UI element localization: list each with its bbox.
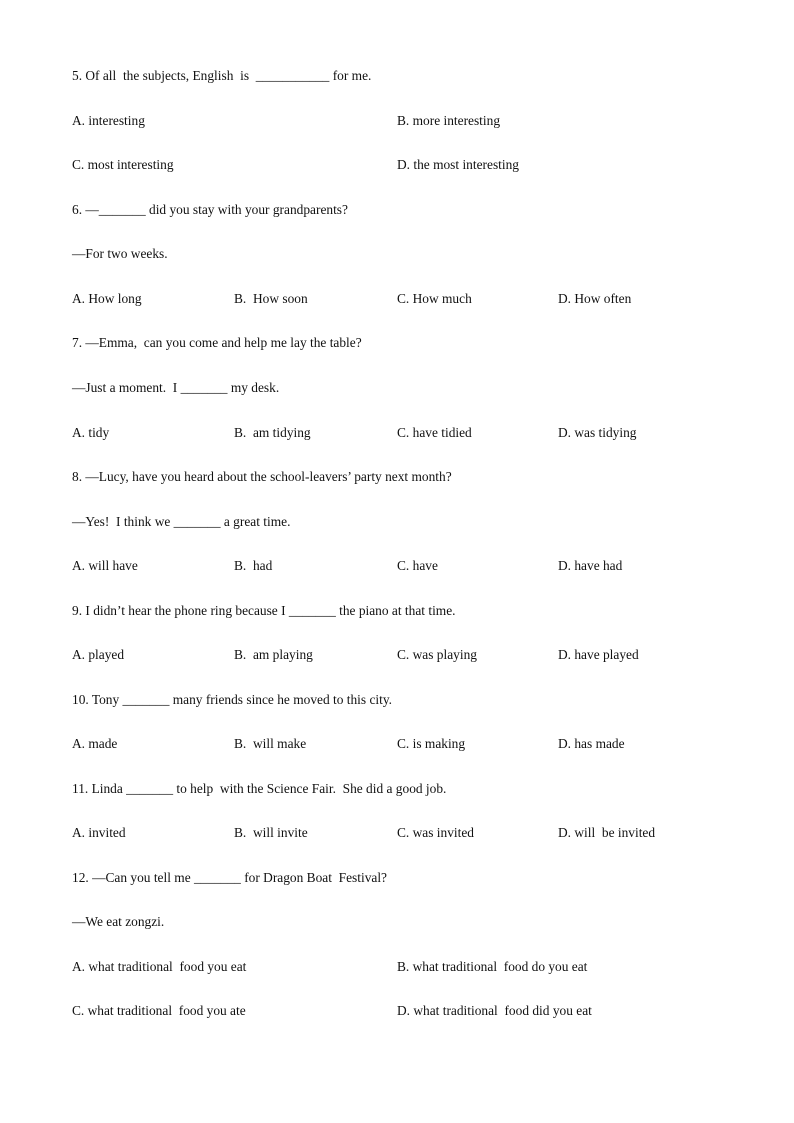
question-12-option-d: D. what traditional food did you eat (397, 1003, 592, 1018)
question-12-option-c: C. what traditional food you ate (72, 1003, 246, 1018)
question-5-option-a: A. interesting (72, 113, 145, 128)
question-12-option-b: B. what traditional food do you eat (397, 959, 588, 974)
question-6-option-d: D. How often (558, 291, 632, 306)
question-6-option-c: C. How much (397, 291, 472, 306)
question-10-option-a: A. made (72, 736, 118, 751)
question-8-option-d: D. have had (558, 558, 623, 573)
question-9-option-a: A. played (72, 647, 125, 662)
question-6-option-b: B. How soon (234, 291, 308, 306)
question-7-reply: —Just a moment. I _______ my desk. (72, 380, 280, 395)
question-10-option-c: C. is making (397, 736, 466, 751)
question-11-option-c: C. was invited (397, 825, 474, 840)
question-8-option-b: B. had (234, 558, 273, 573)
question-7-option-a: A. tidy (72, 425, 110, 440)
question-7-stem: 7. —Emma, can you come and help me lay the table? (72, 335, 362, 350)
question-8-stem: 8. —Lucy, have you heard about the school-leavers’ party next month? (72, 469, 452, 484)
question-12-reply: —We eat zongzi. (72, 914, 165, 929)
question-5-stem: 5. Of all the subjects, English is ___________ for me. (72, 68, 372, 83)
question-7-option-c: C. have tidied (397, 425, 472, 440)
question-9-stem: 9. I didn’t hear the phone ring because I _______ the piano at that time. (72, 603, 456, 618)
question-9-option-d: D. have played (558, 647, 639, 662)
question-12-option-a: A. what traditional food you eat (72, 959, 247, 974)
question-10-option-b: B. will make (234, 736, 307, 751)
question-6-stem: 6. —_______ did you stay with your grandparents? (72, 202, 348, 217)
question-10-stem: 10. Tony _______ many friends since he moved to this city. (72, 692, 393, 707)
question-7-option-d: D. was tidying (558, 425, 637, 440)
question-7-option-b: B. am tidying (234, 425, 311, 440)
question-11-option-d: D. will be invited (558, 825, 656, 840)
question-5-option-b: B. more interesting (397, 113, 501, 128)
question-9-option-c: C. was playing (397, 647, 477, 662)
question-6-reply: —For two weeks. (72, 246, 168, 261)
question-5-option-d: D. the most interesting (397, 157, 519, 172)
question-12-stem: 12. —Can you tell me _______ for Dragon Boat Festival? (72, 870, 388, 885)
question-11-option-b: B. will invite (234, 825, 308, 840)
question-8-reply: —Yes! I think we _______ a great time. (72, 514, 291, 529)
question-9-option-b: B. am playing (234, 647, 313, 662)
question-11-stem: 11. Linda _______ to help with the Science Fair. She did a good job. (72, 781, 447, 796)
question-5-option-c: C. most interesting (72, 157, 174, 172)
question-8-option-a: A. will have (72, 558, 138, 573)
question-11-option-a: A. invited (72, 825, 126, 840)
question-8-option-c: C. have (397, 558, 438, 573)
question-10-option-d: D. has made (558, 736, 625, 751)
question-6-option-a: A. How long (72, 291, 142, 306)
